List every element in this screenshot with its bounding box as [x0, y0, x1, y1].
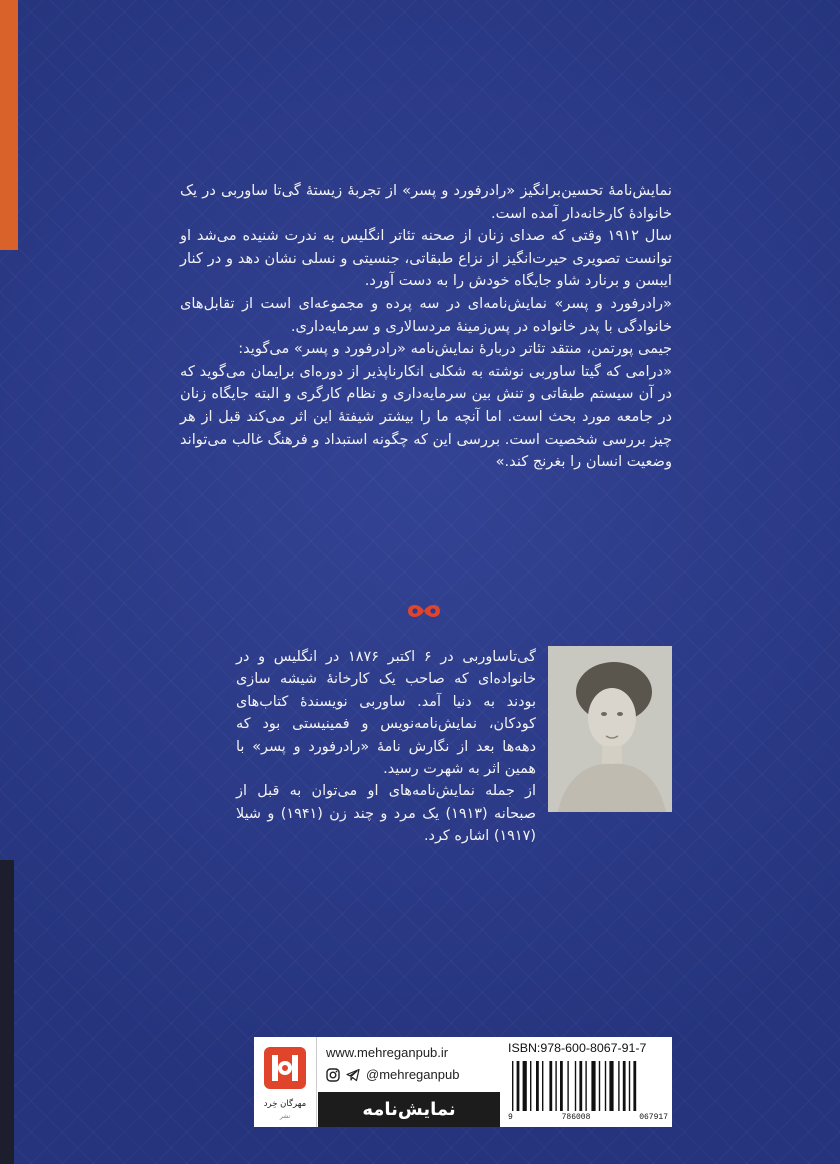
blurb-text [180, 180, 672, 474]
spine-accent-stripe [0, 0, 18, 250]
publisher-name: مهرگان خِرد [263, 1099, 307, 1109]
social-handle: @mehreganpub [366, 1067, 460, 1082]
ornament-divider-icon [404, 599, 444, 623]
social-row [326, 1067, 459, 1082]
blurb-paragraph: جیمی پورتمن، منتقد تئاتر دربارهٔ نمایش‌نامه «رادرفورد و پسر» می‌گوید: [238, 340, 672, 358]
blurb-paragraph: سال ۱۹۱۲ وقتی که صدای زنان از صحنه تئاتر انگلیس به ندرت شنیده می‌شد او توانست تصویری حیرت‌انگیز از نزاع طبقاتی، جنسیتی و نسلی نشان دهد و در کنار ایبسن و برنارد شاو جایگاه خودش را به دست آورد. [180, 227, 672, 290]
barcode-digit-group: 9 [508, 1113, 513, 1122]
spine-dark-stripe [0, 860, 14, 1164]
blurb-paragraph: «رادرفورد و پسر» نمایش‌نامه‌ای در سه پرده و مجموعه‌ای است از تقابل‌های خانوادگی با پدر خانواده در پس‌زمینهٔ مردسالاری و سرمایه‌داری. [180, 294, 672, 335]
barcode-digit-group: 067917 [639, 1113, 668, 1122]
isbn-number: ISBN:978-600-8067-91-7 [508, 1041, 647, 1055]
author-bio [236, 646, 536, 848]
genre-label: نمایش‌نامه [318, 1092, 500, 1127]
publisher-footer [254, 1037, 672, 1127]
blurb-paragraph: نمایش‌نامهٔ تحسین‌برانگیز «رادرفورد و پسر» از تجربهٔ زیستهٔ گی‌تا ساوربی در یک خانوادهٔ کارخانه‌دار آمده است. [180, 182, 672, 222]
author-portrait [548, 646, 672, 812]
publisher-subtitle: نشر [279, 1113, 291, 1120]
barcode-icon [508, 1059, 668, 1113]
bio-paragraph: گی‌تاساوربی در ۶ اکتبر ۱۸۷۶ در انگلیس و در خانواده‌ای که صاحب یک کارخانهٔ شیشه سازی بودند به دنیا آمد. ساوربی نویسندهٔ کتاب‌های کودکان، نمایش‌نامه‌نویس و فمینیستی بود که دهه‌ها بعد از نگارش نامهٔ «رادرفورد و پسر» با همین اثر به شهرت رسید. [236, 649, 536, 778]
bio-paragraph: از جمله نمایش‌نامه‌های او می‌توان به قبل از صبحانه (۱۹۱۳) یک مرد و چند زن (۱۹۴۱) و شیلا (۱۹۱۷) اشاره کرد. [236, 783, 536, 845]
barcode-digit-group: 786008 [561, 1113, 591, 1122]
critic-quote: «درامی که گیتا ساوربی نوشته به شکلی انکارناپذیر از دوره‌ای برایمان می‌گوید که در آن سیستم طبقاتی و تنش بین سرمایه‌داری و نظام کارگری و البته جایگاه زنان در جامعه مورد بحث است. اما آنچه ما را بیشتر شیفتهٔ این اثر می‌کند قبل از هر چیز بررسی شخصیت است. بررسی این که چگونه استبداد و فرهنگ غالب می‌تواند وضعیت انسان را بغرنج کند.» [180, 362, 672, 471]
publisher-logo-icon [254, 1037, 316, 1097]
barcode-digits [508, 1113, 668, 1122]
publisher-logo [254, 1037, 317, 1127]
telegram-icon [346, 1068, 360, 1082]
website-url: www.mehreganpub.ir [326, 1045, 449, 1060]
instagram-icon [326, 1068, 340, 1082]
